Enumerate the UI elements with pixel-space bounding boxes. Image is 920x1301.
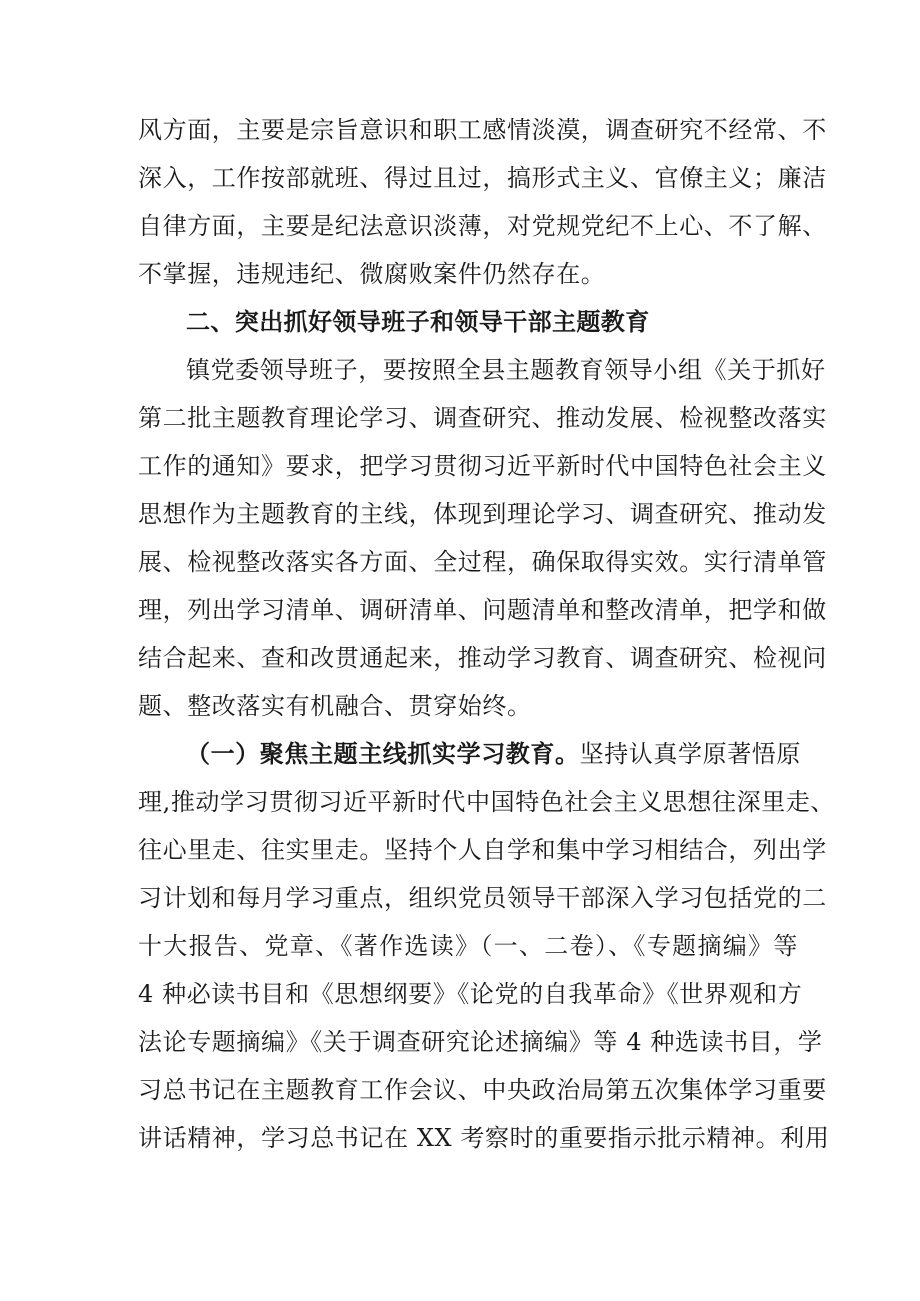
- para2-line-1: 镇党委领导班子，要按照全县主题教育领导小组《关于抓好: [186, 356, 826, 384]
- para3-line-1: [186, 738, 802, 770]
- para3-line-8: 习总书记在主题教育工作会议、中央政治局第五次集体学习重要: [138, 1076, 827, 1104]
- para3-line-2: 理,推动学习贯彻习近平新时代中国特色社会主义思想往深里走、: [138, 788, 836, 816]
- para2-line-3: 工作的通知》要求，把学习贯彻习近平新时代中国特色社会主义: [138, 452, 827, 480]
- para3-line-9: 讲话精神，学习总书记在 XX 考察时的重要指示批示精神。利用: [138, 1124, 830, 1152]
- para2-line-8: 题、整改落实有机融合、贯穿始终。: [138, 692, 532, 720]
- para3-line-6: 4 种必读书目和《思想纲要》《论党的自我革命》《世界观和方: [138, 980, 803, 1008]
- para3-line-4: 习计划和每月学习重点，组织党员领导干部深入学习包括党的二: [138, 884, 827, 912]
- subsection-heading: （一）聚焦主题主线抓实学习教育。: [186, 739, 580, 768]
- para2-line-2: 第二批主题教育理论学习、调查研究、推动发展、检视整改落实: [138, 404, 827, 432]
- para3-line-3: 往心里走、往实里走。坚持个人自学和集中学习相结合，列出学: [138, 836, 827, 864]
- para2-line-6: 理，列出学习清单、调研清单、问题清单和整改清单，把学和做: [138, 596, 827, 624]
- para1-line-2: 深入，工作按部就班、得过且过，搞形式主义、官僚主义；廉洁: [138, 164, 827, 192]
- para1-line-4: 不掌握，违规违纪、微腐败案件仍然存在。: [138, 260, 606, 288]
- para2-line-7: 结合起来、查和改贯通起来，推动学习教育、调查研究、检视问: [138, 644, 827, 672]
- para2-line-5: 展、检视整改落实各方面、全过程，确保取得实效。实行清单管: [138, 548, 827, 576]
- section-heading-2: 二、突出抓好领导班子和领导干部主题教育: [186, 307, 650, 336]
- para1-line-3: 自律方面，主要是纪法意识淡薄，对党规党纪不上心、不了解、: [138, 212, 827, 240]
- para2-line-4: 思想作为主题教育的主线，体现到理论学习、调查研究、推动发: [138, 500, 827, 528]
- para3-line-1-rest: 坚持认真学原著悟原: [579, 740, 802, 768]
- para1-line-1: 风方面，主要是宗旨意识和职工感情淡漠，调查研究不经常、不: [138, 116, 827, 144]
- para3-line-7: 法论专题摘编》《关于调查研究论述摘编》等 4 种选读书目，学: [138, 1028, 823, 1056]
- para3-line-5: 十大报告、党章、《著作选读》（一、二卷）、《专题摘编》等: [138, 932, 798, 960]
